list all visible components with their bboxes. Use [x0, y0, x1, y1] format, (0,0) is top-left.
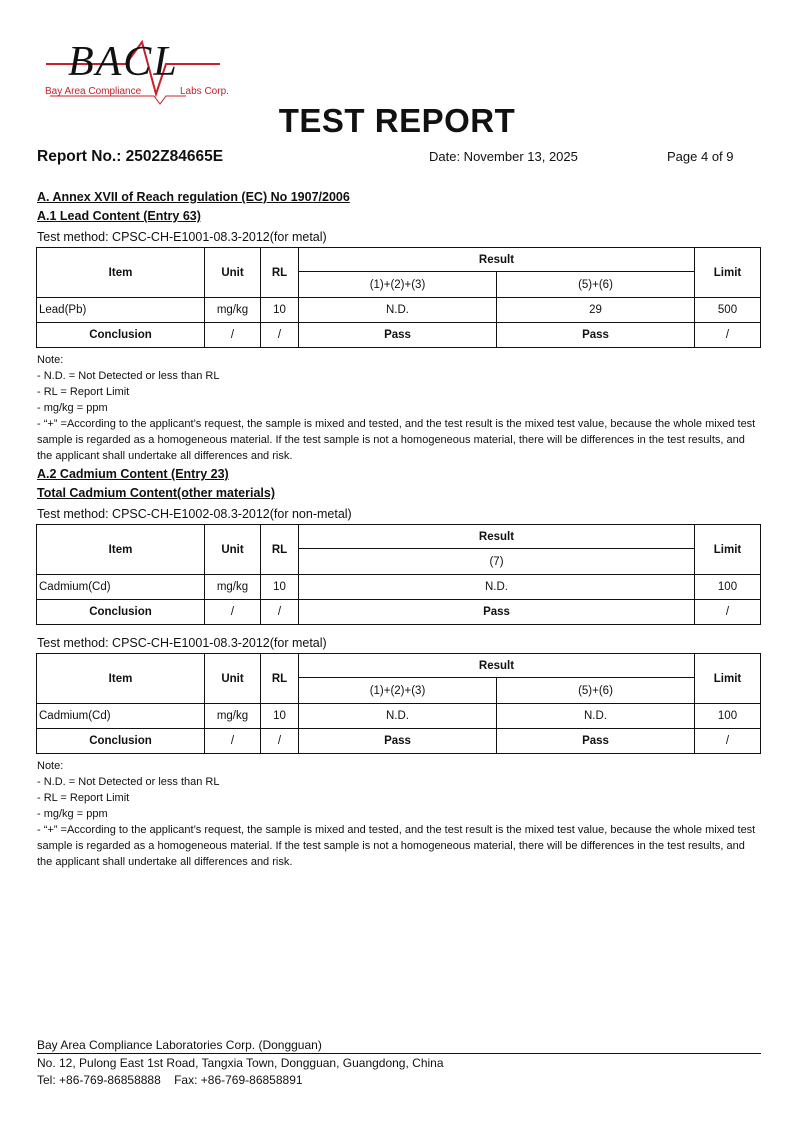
cell-limit: /: [695, 729, 761, 754]
header-result: Result: [299, 525, 695, 549]
footer-contact: Tel: +86-769-86858888 Fax: +86-769-86858891: [37, 1073, 303, 1087]
footer-address: No. 12, Pulong East 1st Road, Tangxia Town, Dongguan, Guangdong, China: [37, 1056, 444, 1070]
note-item: - mg/kg = ppm: [37, 402, 108, 414]
cell-limit: 500: [695, 298, 761, 323]
header-sub-2: (5)+(6): [497, 272, 695, 298]
a1-test-method: Test method: CPSC-CH-E1001-08.3-2012(for metal): [37, 230, 327, 244]
page-number: Page 4 of 9: [667, 149, 734, 164]
header-item: Item: [37, 654, 205, 704]
cell-result-2: N.D.: [497, 704, 695, 729]
cell-unit: mg/kg: [205, 298, 261, 323]
note-title: Note:: [37, 354, 64, 366]
cell-rl: /: [261, 600, 299, 625]
cell-rl: /: [261, 323, 299, 348]
note-item: - RL = Report Limit: [37, 386, 130, 398]
section-a2-heading: A.2 Cadmium Content (Entry 23): [37, 467, 229, 481]
cell-result-1: N.D.: [299, 704, 497, 729]
note-title: Note:: [37, 760, 64, 772]
header-limit: Limit: [695, 525, 761, 575]
cell-unit: /: [205, 600, 261, 625]
cell-conclusion: Conclusion: [37, 729, 205, 754]
footer: [37, 1037, 761, 1089]
header-sub-1: (7): [299, 549, 695, 575]
cell-unit: mg/kg: [205, 704, 261, 729]
section-a2-subheading: Total Cadmium Content(other materials): [37, 486, 275, 500]
note-item: - N.D. = Not Detected or less than RL: [37, 370, 220, 382]
note-item: - mg/kg = ppm: [37, 808, 108, 820]
table-row: [37, 704, 761, 729]
cell-conclusion: Conclusion: [37, 323, 205, 348]
cell-item: Cadmium(Cd): [37, 575, 205, 600]
a2-test-method-1: Test method: CPSC-CH-E1002-08.3-2012(for non-metal): [37, 507, 352, 521]
cell-rl: 10: [261, 704, 299, 729]
page-title: TEST REPORT: [278, 102, 516, 139]
company-logo: [38, 22, 228, 110]
header-rl: RL: [261, 248, 299, 298]
report-date: Date: November 13, 2025: [429, 149, 578, 164]
header-sub-1: (1)+(2)+(3): [299, 272, 497, 298]
cadmium-metal-table: [36, 653, 761, 754]
cell-result-1: N.D.: [299, 298, 497, 323]
logo-tagline-right: Labs Corp.: [180, 86, 229, 97]
note-item: - RL = Report Limit: [37, 792, 130, 804]
conclusion-row: [37, 600, 761, 625]
footer-company: Bay Area Compliance Laboratories Corp. (Dongguan): [37, 1038, 322, 1052]
cell-limit: 100: [695, 704, 761, 729]
cell-limit: 100: [695, 575, 761, 600]
cell-conclusion: Conclusion: [37, 600, 205, 625]
cell-item: Lead(Pb): [37, 298, 205, 323]
cell-limit: /: [695, 323, 761, 348]
cell-result-1: Pass: [299, 600, 695, 625]
header-unit: Unit: [205, 525, 261, 575]
section-a-heading: A. Annex XVII of Reach regulation (EC) No 1907/2006: [37, 190, 350, 204]
cell-result-2: Pass: [497, 323, 695, 348]
header-result: Result: [299, 248, 695, 272]
cell-unit: /: [205, 729, 261, 754]
note-item: - “+” =According to the applicant’s request, the sample is mixed and tested, and the test result is the mixed test value, because the whole mixed test sample is regarded as a homogeneous material. If the test sample is not a homogeneous material, there will be differences in the test results, and the applicant shall undertake all differences and risk.: [37, 418, 756, 462]
a2-test-method-2: Test method: CPSC-CH-E1001-08.3-2012(for metal): [37, 636, 327, 650]
note-item: - N.D. = Not Detected or less than RL: [37, 776, 220, 788]
logo-tagline-left: Bay Area Compliance: [45, 86, 142, 97]
table-row: [37, 298, 761, 323]
section-a1-heading: A.1 Lead Content (Entry 63): [37, 209, 201, 223]
header-rl: RL: [261, 525, 299, 575]
cell-unit: /: [205, 323, 261, 348]
header-limit: Limit: [695, 248, 761, 298]
cell-result-1: Pass: [299, 323, 497, 348]
cell-result-2: Pass: [497, 729, 695, 754]
cadmium-nonmetal-table: [36, 524, 761, 625]
cell-item: Cadmium(Cd): [37, 704, 205, 729]
cell-rl: /: [261, 729, 299, 754]
cell-rl: 10: [261, 298, 299, 323]
cell-limit: /: [695, 600, 761, 625]
logo-brand: BACL: [68, 39, 179, 85]
cell-result-1: Pass: [299, 729, 497, 754]
cell-result-1: N.D.: [299, 575, 695, 600]
notes-block: [37, 758, 757, 870]
conclusion-row: [37, 729, 761, 754]
header-limit: Limit: [695, 654, 761, 704]
cell-rl: 10: [261, 575, 299, 600]
lead-content-table: [36, 247, 761, 348]
header-result: Result: [299, 654, 695, 678]
header-sub-2: (5)+(6): [497, 678, 695, 704]
header-item: Item: [37, 248, 205, 298]
conclusion-row: [37, 323, 761, 348]
header-rl: RL: [261, 654, 299, 704]
header-item: Item: [37, 525, 205, 575]
cell-unit: mg/kg: [205, 575, 261, 600]
report-number: Report No.: 2502Z84665E: [37, 148, 224, 165]
table-row: [37, 575, 761, 600]
notes-block: [37, 352, 757, 464]
header-sub-1: (1)+(2)+(3): [299, 678, 497, 704]
note-item: - “+” =According to the applicant’s request, the sample is mixed and tested, and the test result is the mixed test value, because the whole mixed test sample is regarded as a homogeneous material. If the test sample is not a homogeneous material, there will be differences in the test results, and the applicant shall undertake all differences and risk.: [37, 824, 756, 868]
header-unit: Unit: [205, 654, 261, 704]
header-unit: Unit: [205, 248, 261, 298]
cell-result-2: 29: [497, 298, 695, 323]
